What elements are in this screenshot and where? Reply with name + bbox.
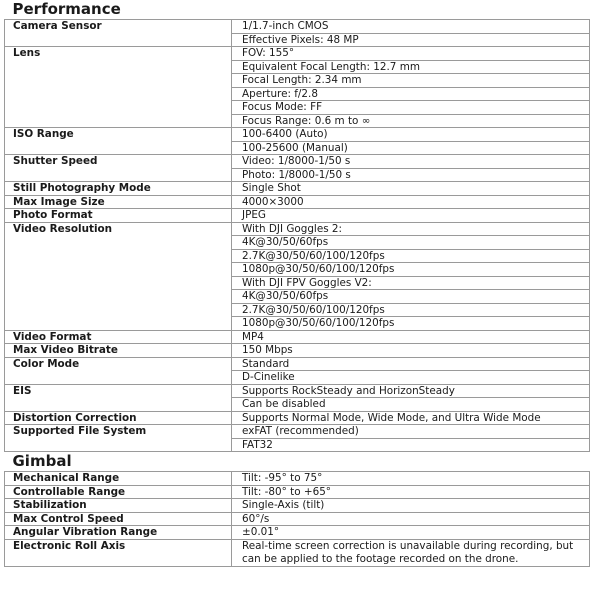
spec-value: Video: 1/8000-1/50 s <box>232 155 590 169</box>
spec-value: Focus Range: 0.6 m to ∞ <box>232 114 590 128</box>
spec-label: Video Resolution <box>5 222 232 330</box>
spec-row <box>5 425 590 439</box>
spec-value: Can be disabled <box>232 398 590 412</box>
spec-row <box>5 182 590 196</box>
spec-label: Lens <box>5 47 232 128</box>
spec-value: 4000×3000 <box>232 195 590 209</box>
spec-label: Shutter Speed <box>5 155 232 182</box>
spec-label: Color Mode <box>5 357 232 384</box>
spec-value: 100-25600 (Manual) <box>232 141 590 155</box>
spec-row <box>5 222 590 236</box>
spec-label: Max Control Speed <box>5 512 232 526</box>
spec-document <box>4 0 589 567</box>
spec-value: 4K@30/50/60fps <box>232 290 590 304</box>
spec-value: Focal Length: 2.34 mm <box>232 74 590 88</box>
spec-value: 60°/s <box>232 512 590 526</box>
spec-value: Standard <box>232 357 590 371</box>
section-title-spacer <box>232 452 590 472</box>
spec-value: 100-6400 (Auto) <box>232 128 590 142</box>
spec-row <box>5 195 590 209</box>
spec-row <box>5 155 590 169</box>
spec-row <box>5 357 590 371</box>
spec-label: Distortion Correction <box>5 411 232 425</box>
spec-row <box>5 384 590 398</box>
spec-row <box>5 209 590 223</box>
spec-label: Controllable Range <box>5 485 232 499</box>
spec-value: 150 Mbps <box>232 344 590 358</box>
spec-row <box>5 512 590 526</box>
spec-value: Photo: 1/8000-1/50 s <box>232 168 590 182</box>
spec-row <box>5 47 590 61</box>
spec-label: Still Photography Mode <box>5 182 232 196</box>
spec-row <box>5 128 590 142</box>
spec-row <box>5 344 590 358</box>
section-title: Gimbal <box>5 452 232 472</box>
spec-label: Angular Vibration Range <box>5 526 232 540</box>
spec-value: Supports RockSteady and HorizonSteady <box>232 384 590 398</box>
spec-value: Effective Pixels: 48 MP <box>232 33 590 47</box>
spec-row <box>5 20 590 34</box>
spec-value: FAT32 <box>232 438 590 452</box>
spec-row <box>5 472 590 486</box>
spec-row <box>5 330 590 344</box>
spec-value: Tilt: -80° to +65° <box>232 485 590 499</box>
spec-value: exFAT (recommended) <box>232 425 590 439</box>
spec-label: Supported File System <box>5 425 232 452</box>
spec-value: Single-Axis (tilt) <box>232 499 590 513</box>
section-title: Performance <box>5 0 232 20</box>
spec-value: 1080p@30/50/60/100/120fps <box>232 263 590 277</box>
spec-value: Focus Mode: FF <box>232 101 590 115</box>
spec-value: Single Shot <box>232 182 590 196</box>
spec-row <box>5 539 590 566</box>
spec-value: 1/1.7-inch CMOS <box>232 20 590 34</box>
spec-value: Real-time screen correction is unavailable during recording, but can be applied to the footage recorded on the drone. <box>232 539 590 566</box>
spec-value: Tilt: -95° to 75° <box>232 472 590 486</box>
spec-label: Video Format <box>5 330 232 344</box>
spec-label: Electronic Roll Axis <box>5 539 232 566</box>
spec-label: Stabilization <box>5 499 232 513</box>
spec-value: With DJI Goggles 2: <box>232 222 590 236</box>
spec-value: D-Cinelike <box>232 371 590 385</box>
spec-row <box>5 499 590 513</box>
spec-row <box>5 411 590 425</box>
spec-table-body <box>5 0 590 566</box>
spec-row <box>5 526 590 540</box>
spec-row <box>5 485 590 499</box>
spec-value: With DJI FPV Goggles V2: <box>232 276 590 290</box>
spec-value: 2.7K@30/50/60/100/120fps <box>232 303 590 317</box>
spec-value: 4K@30/50/60fps <box>232 236 590 250</box>
spec-value: 1080p@30/50/60/100/120fps <box>232 317 590 331</box>
spec-label: ISO Range <box>5 128 232 155</box>
spec-value: Equivalent Focal Length: 12.7 mm <box>232 60 590 74</box>
section-header <box>5 0 590 20</box>
spec-label: Camera Sensor <box>5 20 232 47</box>
spec-label: Max Image Size <box>5 195 232 209</box>
spec-value: JPEG <box>232 209 590 223</box>
section-title-spacer <box>232 0 590 20</box>
section-header <box>5 452 590 472</box>
spec-value: ±0.01° <box>232 526 590 540</box>
spec-table <box>4 0 590 567</box>
spec-value: 2.7K@30/50/60/100/120fps <box>232 249 590 263</box>
spec-value: Aperture: f/2.8 <box>232 87 590 101</box>
spec-value: Supports Normal Mode, Wide Mode, and Ultra Wide Mode <box>232 411 590 425</box>
spec-label: Mechanical Range <box>5 472 232 486</box>
spec-label: Photo Format <box>5 209 232 223</box>
spec-label: Max Video Bitrate <box>5 344 232 358</box>
spec-label: EIS <box>5 384 232 411</box>
spec-value: FOV: 155° <box>232 47 590 61</box>
spec-value: MP4 <box>232 330 590 344</box>
